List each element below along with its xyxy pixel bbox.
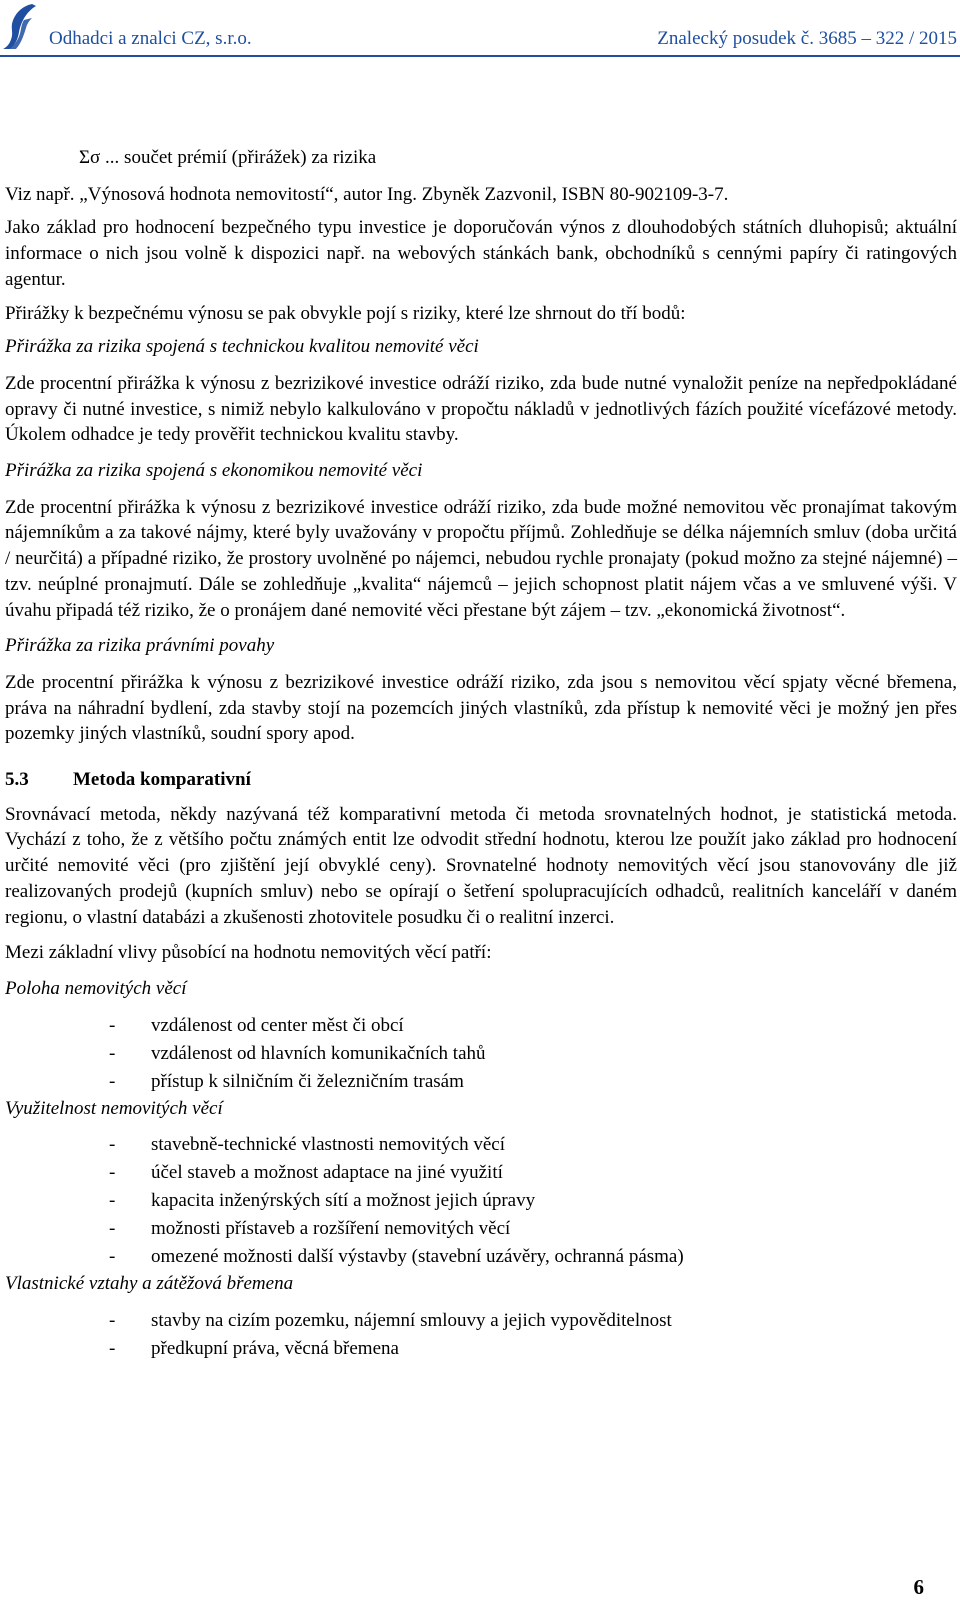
section-number: 5.3: [5, 769, 29, 791]
category-title: Poloha nemovitých věcí: [5, 977, 187, 999]
category-title: Vlastnické vztahy a zátěžová břemena: [5, 1273, 294, 1295]
list-item-text: účel staveb a možnost adaptace na jiné využití: [151, 1162, 503, 1184]
economic-risk-paragraph: Zde procentní přirážka k výnosu z bezrizikové investice odráží riziko, zda bude možné nemovitou věc pronajímat takovým nájemníkům a za takové nájmy, které byly uvažovány v propočtu příjmů. Zohledňuje se délka nájemních smluv (doba určitá / neurčitá) a případné riziko, že prostory uvolněné po nájemci, nebudou rychle pronajaty (pokud možno za stejné nájemné) – tzv. neúplné pronajmutí. Dále se zohledňuje „kvalita“ nájemců – jejich schopnost platit nájem včas a ve smluvené výši. V úvahu připadá též riziko, že o pronájem dané nemovité věci přestane být zájem – tzv. „ekonomická životnost“.: [5, 496, 957, 621]
subheading-legal-risk: Přirážka za rizika právními povahy: [5, 635, 275, 657]
list-item: [5, 1307, 957, 1335]
dash-bullet: -: [109, 1042, 116, 1064]
influences-intro: Mezi základní vlivy působící na hodnotu nemovitých věcí patří:: [5, 942, 492, 964]
list-item-text: vzdálenost od hlavních komunikačních tahů: [151, 1042, 486, 1064]
technical-risk-paragraph: Zde procentní přirážka k výnosu z bezrizikové investice odráží riziko, zda bude nutné vynaložit peníze na nepředpokládané opravy či nutné investice, s nimiž nebylo kalkulováno v propočtu nákladů v jednotlivých fázích použité vícefázové metody. Úkolem odhadce je tedy prověřit technickou kvalitu stavby.: [5, 372, 957, 446]
dash-bullet: -: [109, 1134, 116, 1156]
list-item: [5, 1012, 957, 1040]
dash-bullet: -: [109, 1338, 116, 1360]
list-item-text: kapacita inženýrských sítí a možnost jejich úpravy: [151, 1190, 536, 1212]
list-item: [5, 1243, 957, 1271]
section-title: Metoda komparativní: [73, 769, 251, 791]
subheading-economic-risk: Přirážka za rizika spojená s ekonomikou nemovité věci: [5, 460, 423, 482]
company-logo-icon: [2, 2, 38, 50]
category-list: [5, 1307, 957, 1363]
dash-bullet: -: [109, 1070, 116, 1092]
list-item-text: vzdálenost od center měst či obcí: [151, 1014, 404, 1036]
document-body: [5, 145, 957, 1363]
list-item-text: přístup k silničním či železničním trasám: [151, 1070, 464, 1092]
category-list: [5, 1012, 957, 1096]
list-item-text: možnosti přístaveb a rozšíření nemovitých věcí: [151, 1218, 511, 1240]
dash-bullet: -: [109, 1218, 116, 1240]
list-item: [5, 1187, 957, 1215]
page-number: 6: [913, 1575, 924, 1599]
list-item: [5, 1215, 957, 1243]
list-item-text: omezené možnosti další výstavby (stavební uzávěry, ochranná pásma): [151, 1246, 684, 1268]
dash-bullet: -: [109, 1310, 116, 1332]
comparative-method-paragraph: Srovnávací metoda, někdy nazývaná též komparativní metoda či metoda srovnatelných hodnot, je statistická metoda. Vychází z toho, že z většího počtu známých entit lze odvodit střední hodnotu, kterou lze použít jako základ pro hodnocení určité nemovité věci (pro zjištění její obvyklé ceny). Srovnatelné hodnoty nemovitých věcí jsou stanovovány dle již realizovaných prodejů (kupních smluv) nebo se opírají o šetření spolupracujících odhadců, realitních kanceláří v daném regionu, o vlastní databázi a zkušenosti zhotovitele posudku či o realitní inzerci.: [5, 803, 957, 928]
subheading-technical-risk: Přirážka za rizika spojená s technickou kvalitou nemovité věci: [5, 336, 479, 358]
list-item-text: stavebně-technické vlastnosti nemovitých věcí: [151, 1134, 506, 1156]
dash-bullet: -: [109, 1246, 116, 1268]
list-item: [5, 1335, 957, 1363]
basis-paragraph: Jako základ pro hodnocení bezpečného typu investice je doporučován výnos z dlouhodobých státních dluhopisů; aktuální informace o nich jsou volně k dispozici např. na webových stánkách bank, obchodníků s cennými papíry či ratingových agentur.: [5, 217, 957, 290]
page-header: [0, 0, 960, 58]
list-item: [5, 1040, 957, 1068]
reference-paragraph: Viz např. „Výnosová hodnota nemovitostí“, autor Ing. Zbyněk Zazvonil, ISBN 80-902109-3-7.: [5, 183, 729, 205]
category-title: Využitelnost nemovitých věcí: [5, 1097, 223, 1119]
header-divider: [0, 55, 960, 57]
influence-categories: [5, 976, 957, 1363]
dash-bullet: -: [109, 1190, 116, 1212]
surcharges-paragraph: Přirážky k bezpečnému výnosu se pak obvykle pojí s riziky, které lze shrnout do tří bodů:: [5, 302, 686, 324]
formula-legend: Σσ ... součet prémií (přirážek) za rizika: [79, 147, 377, 168]
header-report-number: Znalecký posudek č. 3685 – 322 / 2015: [657, 28, 957, 49]
list-item-text: předkupní práva, věcná břemena: [151, 1338, 399, 1360]
legal-risk-paragraph: Zde procentní přirážka k výnosu z bezrizikové investice odráží riziko, zda jsou s nemovitou věcí spjaty věcné břemena, práva na náhradní bydlení, zda stavby stojí na pozemcích jiných vlastníků, zda přístup k nemovité věci je možný jen přes pozemky jiných vlastníků, soudní spory apod.: [5, 671, 957, 745]
dash-bullet: -: [109, 1162, 116, 1184]
list-item: [5, 1068, 957, 1096]
dash-bullet: -: [109, 1014, 116, 1036]
category-list: [5, 1131, 957, 1271]
list-item: [5, 1159, 957, 1187]
list-item: [5, 1131, 957, 1159]
header-company-name: Odhadci a znalci CZ, s.r.o.: [49, 28, 252, 49]
list-item-text: stavby na cizím pozemku, nájemní smlouvy a jejich vypověditelnost: [151, 1310, 672, 1332]
section-heading: [5, 767, 957, 793]
